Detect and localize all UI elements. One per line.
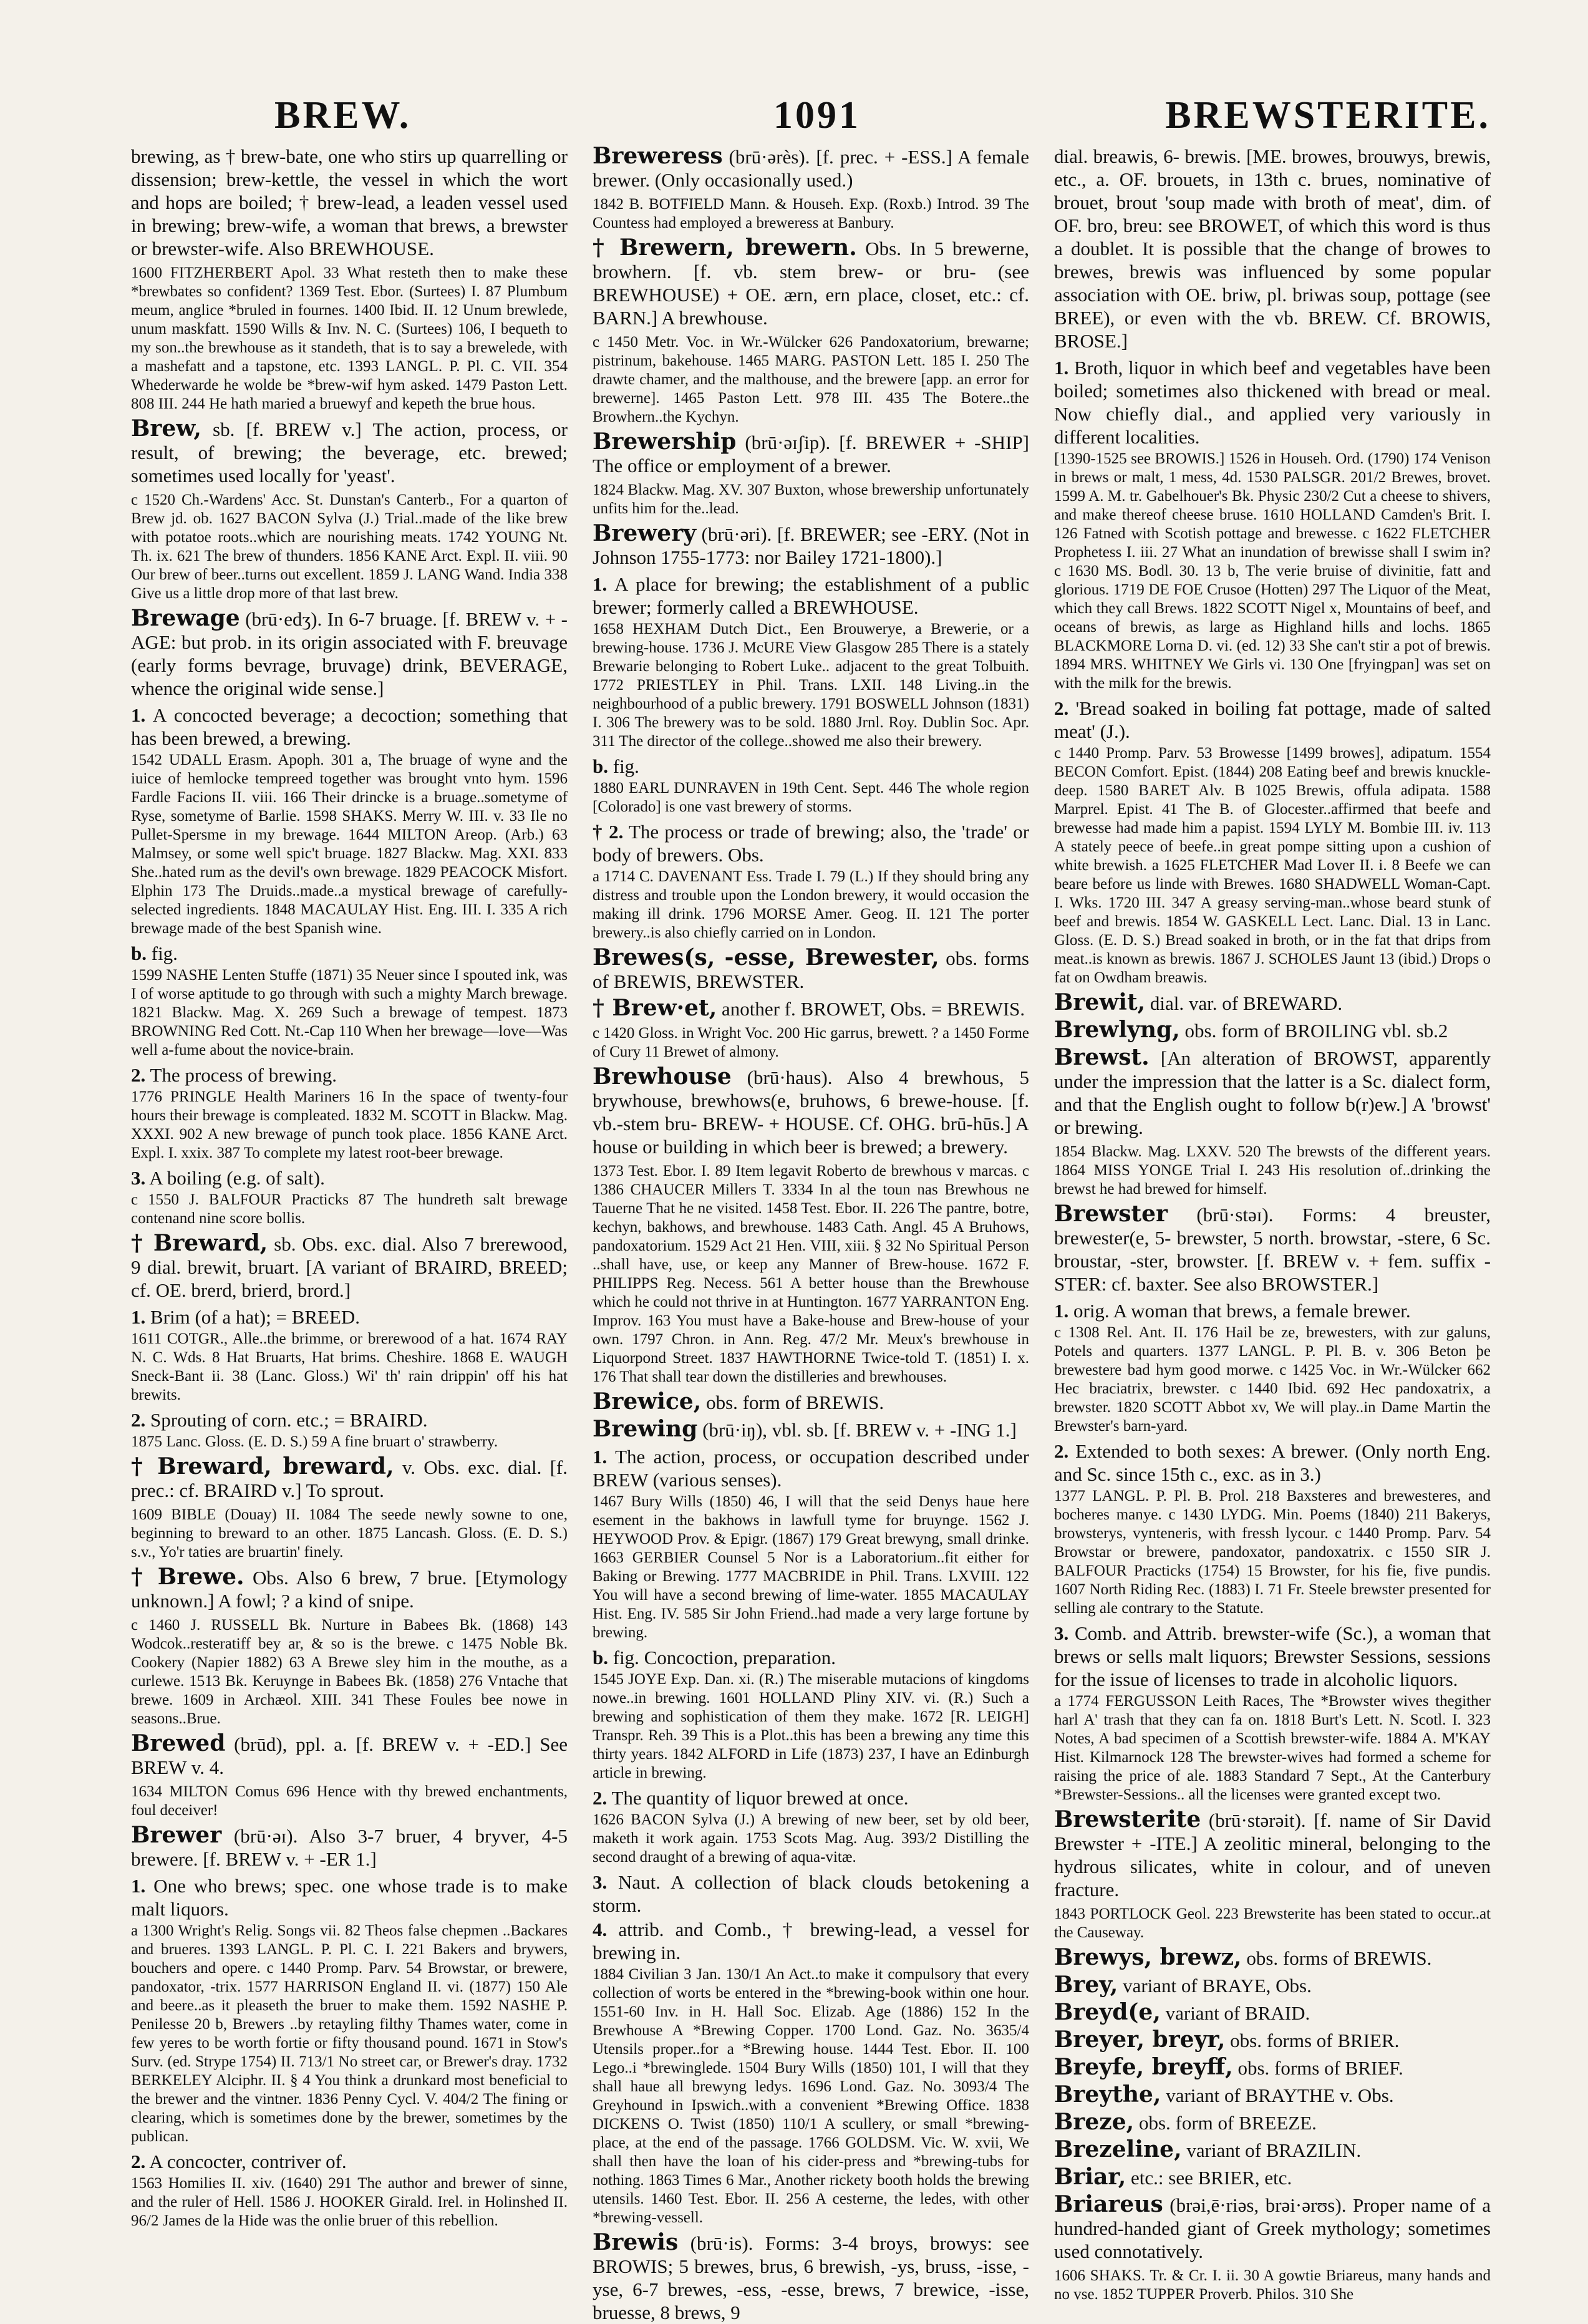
sense-text: The process or trade of brewing; also, the 'trade' or body of brewers. Obs.: [593, 821, 1030, 866]
sense-text: Brim (of a hat); = BREED.: [150, 1306, 361, 1328]
headword: † Breward,: [131, 1230, 268, 1256]
sense-text: A place for brewing; the establishment of a public brewer; formerly called a BREWHOUSE.: [593, 573, 1029, 618]
sense-number: 4.: [593, 1919, 608, 1940]
quotation-block: 1377 LANGL. P. Pl. B. Prol. 218 Baxsteres and brewesteres, and bocheres manye. c 1430 LYDG. Min. Poems (1840) 211 Bakerys, browsterys, vynteneris, with fressh lycour. c 1440 Promp. Parv. 54 Browstar or brewere, pandoxator, pandoxatrix. c 1550 SIR J. BALFOUR Practicks (1754) 15 Browster, for his fie, five pundis. 1607 North Riding Rec. (1883) I. 71 Fr. Steele brewster presented for selling ale contrary to the Statute.: [1054, 1488, 1491, 1617]
headword: Brewer: [131, 1822, 222, 1848]
quotation-block: 1634 MILTON Comus 696 Hence with thy brewed enchantments, foul deceiver!: [131, 1783, 568, 1819]
entry-definition: (brū·əɪʃip). [f. BREWER + -SHIP] The office or employment of a brewer.: [593, 432, 1030, 477]
quotation-block: 1611 COTGR., Alle..the brimme, or brerewood of a hat. 1674 RAY N. C. Wds. 8 Hat Bruarts, Hat brims. Cheshire. 1868 E. WAUGH Sneck-Bant ii. 38 (Lanc. Gloss.) Wi' th' rain drippin' off his hat brewits.: [131, 1330, 568, 1403]
quotation-block: c 1520 Ch.-Wardens' Acc. St. Dunstan's Canterb., For a quarton of Brew jd. ob. 1627 BACON Sylva (J.) Trial..made of the like brew with potatoe roots..which are nourishing meats. 1742 YOUNG Nt. Th. ix. 621 The brew of thunders. 1856 KANE Arct. Expl. II. viii. 90 Our brew of beer..turns out excellent. 1859 J. LANG Wand. India 338 Give us a little drop more of that last brew.: [131, 491, 568, 602]
headword: Brewst.: [1054, 1044, 1150, 1070]
sense-number: 3.: [593, 1871, 608, 1893]
sense-number: 1.: [1054, 357, 1069, 379]
headword: Brewage: [131, 605, 240, 631]
sense-paragraph: [131, 1874, 568, 1920]
sense-number: 1.: [1054, 1300, 1069, 1322]
dictionary-entry: [1054, 2056, 1491, 2079]
dictionary-entry: [131, 1455, 568, 1502]
running-head-left: BREW.: [274, 94, 412, 137]
headword: Brew,: [131, 415, 201, 442]
sense-text: The action, process, or occupation described under BREW (various senses).: [593, 1446, 1029, 1491]
sense-text: Naut. A collection of black clouds betokening a storm.: [593, 1871, 1030, 1916]
entry-definition: sb. [f. BREW v.] The action, process, or result, of brewing; the beverage, etc. brewed; sometimes used locally for 'yeast'.: [131, 419, 568, 487]
headword: Brewery: [593, 520, 697, 546]
quotation-block: c 1440 Promp. Parv. 53 Browesse [1499 browes], adipatum. 1554 BECON Comfort. Epist. (1844) 208 Eating beef and brewis knuckle-deep. 1580 BARET Alv. B 1025 Brewis, offula adipata. 1588 Marprel. Epist. 41 The B. of Glocester..affirmed that beefe and brewesse had made him a papist. 1594 LYLY M. Bombie III. iv. 113 A stately peece of beefe..in great pompe sitting upon a cushion of white brewish. a 1625 FLETCHER Mad Lover II. i. 8 Beefe we can beare before us linde with Brewes. 1680 SHADWELL Woman-Capt. I. Wks. 1720 III. 347 A greasy serving-man..whose beard stunk of beef and brewis. 1854 W. GASKELL Lect. Lanc. Dial. 13 in Lanc. Gloss. (E. D. S.) Bread soaked in broth, or in the fat that drips from meat..is known as brewis. 1867 J. SCHOLES Jaunt 13 (ibid.) Drops o fat on Owdham breawis.: [1054, 745, 1491, 986]
headword: Brewice,: [593, 1388, 702, 1415]
sense-paragraph: [131, 1408, 568, 1431]
sense-number: 2.: [131, 1064, 146, 1086]
sense-text: fig.: [612, 755, 639, 777]
sense-number: 1.: [131, 704, 146, 726]
entry-definition: obs. forms of BRIER.: [1230, 2030, 1400, 2051]
quotation-block: 1875 Lanc. Gloss. (E. D. S.) 59 A fine bruart o' strawberry.: [131, 1433, 498, 1450]
dictionary-entry: [131, 417, 568, 487]
sense-paragraph: [131, 2150, 568, 2173]
quotation-block: 1467 Bury Wills (1850) 46, I will that the seid Denys haue here esement in the bakhows in lawfull tyme for bruynge. 1562 J. HEYWOOD Prov. & Epigr. (1867) 179 Great brewyng, small drinke. 1663 GERBIER Counsel 5 Nor is a Laboratorium..fit either for Baking or Brewing. 1777 MACBRIDE in Phil. Trans. LXVIII. 122 You will have a second brewing of lime-water. 1855 MACAULAY Hist. Eng. IV. 585 Sir John Friend..had made a very large fortune by brewing.: [593, 1493, 1029, 1641]
sense-number: b.: [131, 942, 147, 964]
dictionary-entry: [131, 1566, 568, 1612]
quotation-block: 1606 SHAKS. Tr. & Cr. I. ii. 30 A gowtie Briareus, many hands and no vse. 1852 TUPPER Proverb. Philos. 310 She: [1054, 2267, 1491, 2303]
entry-definition: (brū·ərès). [f. prec. + -ESS.] A female brewer. (Only occasionally used.): [593, 146, 1030, 191]
sense-paragraph: [593, 1871, 1029, 1917]
quotation-block: 1545 JOYE Exp. Dan. xi. (R.) The miserable mutacions of kingdoms nowe..in brewing. 1601 HOLLAND Pliny XIV. vi. (R.) Such a brewing and sophistication of them they make. 1672 [R. LEIGH] Transpr. Reh. 39 This is a Plot..this has been a brewing any time this thirty years. 1842 ALFORD in Life (1873) 237, I have an Edinburgh article in brewing.: [593, 1671, 1029, 1781]
headword: Brezeline,: [1054, 2136, 1182, 2162]
entry-definition: variant of BRAZILIN.: [1186, 2139, 1362, 2161]
sense-number: 3.: [1054, 1622, 1069, 1644]
running-head-right: BREWSTERITE.: [1165, 94, 1491, 137]
sense-paragraph: [1054, 1440, 1491, 1486]
sense-number: 2.: [1054, 697, 1069, 719]
sense-paragraph: [593, 820, 1029, 866]
sense-number: 1.: [131, 1875, 146, 1897]
quotation-block: a 1774 FERGUSSON Leith Races, The *Browster wives thegither harl A' trash that they can fa on. 1818 Burt's Lett. N. Scotl. I. 323 Notes, A bad specimen of a Scottish brewster-wife. 1884 A. M'KAY Hist. Kilmarnock 128 The brewster-wives had formed a scheme for raising the price of ale. 1883 Standard 7 Sept., At the Canterbury *Brewster-Sessions.. all the licenses were granted except two.: [1054, 1693, 1491, 1803]
sense-number: 2.: [131, 2151, 146, 2172]
dictionary-entry: [131, 1232, 568, 1302]
entry-definition: obs. form of BREEZE.: [1138, 2112, 1317, 2134]
quotation-block: 1542 UDALL Erasm. Apoph. 301 a, The bruage of wyne and the iuice of hemlocke tempreed together was brought vnto hym. 1596 Fardle Facions II. viii. 166 Their drincke is a bruage..sometyme of Ryse, sometyme of Barlie. 1598 SHAKS. Merry W. III. v. 33 Ile no Pullet-Spersme in my brewage. 1644 MILTON Areop. (Arb.) 63 Malmsey, or some well spic't bruage. 1827 Blackw. Mag. XXI. 833 She..hated rum as the devil's own brewage. 1829 PEACOCK Misfort. Elphin 173 The Druids..made..a mystical brewage of carefully-selected ingredients. 1848 MACAULAY Hist. Eng. III. I. 335 A rich brewage made of the best Spanish wine.: [131, 752, 568, 937]
dictionary-entry: [1054, 1946, 1491, 1970]
entry-definition: variant of BRAYTHE v. Obs.: [1166, 2084, 1394, 2106]
sense-text: Broth, liquor in which beef and vegetables have been boiled; sometimes also thickened with bread or meal. Now chiefly dial., and applied very variously in different localities.: [1054, 357, 1491, 448]
sense-paragraph: [593, 1445, 1029, 1491]
dictionary-entry: [1054, 2083, 1491, 2107]
sense-text: fig.: [151, 942, 178, 964]
dictionary-entry: [1054, 2166, 1491, 2189]
quotation-block: c 1450 Metr. Voc. in Wr.-Wülcker 626 Pandoxatorium, brewarne; pistrinum, bakehouse. 1465 MARG. PASTON Lett. 185 I. 250 The drawte chamer, and the malthouse, and the brewere [app. an error for brewerne]. 1465 Paston Lett. 978 III. 435 The Botere..the Browhern..the Kychyn.: [593, 334, 1029, 425]
sense-number: b.: [593, 1647, 608, 1668]
dictionary-entry: [1054, 2111, 1491, 2134]
dictionary-entry: [1054, 2001, 1491, 2025]
dictionary-entry: [593, 430, 1029, 477]
quotation-block: 1600 FITZHERBERT Apol. 33 What resteth then to make these *brewbates so confident? 1369 Test. Ebor. (Surtees) I. 87 Plumbum meum, anglice *bruled in fournes. 1400 Ibid. II. 12 Unum brewlede, unum maskfatt. 1590 Wills & Inv. N. C. (Surtees) 106, I bequeth to my son..the brewhouse as it standeth, that is to say a brewelede, with a mashefatt and a tapstone, etc. 1393 LANGL. P. Pl. C. VII. 354 Whederwarde he wolde be *brew-wif hym asked. 1479 Paston Lett. 808 III. 244 He hath maried a bruewyf and kepeth the brue hous.: [131, 264, 568, 412]
quotation-block: 1884 Civilian 3 Jan. 130/1 An Act..to make it compulsory that every collection of worts be entered in the *brewing-book within one hour. 1551-60 Inv. in H. Hall Soc. Elizab. Age (1886) 152 In the Brewhouse A *Brewing Copper. 1700 Lond. Gaz. No. 3635/4 Utensils proper..for a *Brewing house. 1444 Test. Ebor. II. 100 Lego..i *brewinglede. 1504 Bury Wills (1850) 101, I will that they shall haue all brewyng ledys. 1696 Lond. Gaz. No. 3093/4 The Greyhound in Ipswich..with a convenient *Brewing Office. 1838 DICKENS O. Twist (1850) 110/1 A scullery, or small *brewing-place, at the end of the passage. 1766 GOLDSM. Vic. W. xvii, We shall then have the loan of his cider-press and *brewing-tubs for nothing. 1863 Times 6 Mar., Another rickety booth holds the brewing utensils. 1460 Test. Ebor. II. 256 A cesterne, the ledes, with other *brewing-vessell.: [593, 1966, 1029, 2226]
quotation-block: 1599 NASHE Lenten Stuffe (1871) 35 Neuer since I spouted ink, was I of worse aptitude to go through with such a mighty March brewage. 1821 Blackw. Mag. X. 269 Such a brewage of tempest. 1873 BROWNING Red Cott. Nt.-Cap 110 When her brewage—love—Was well a-fume about the novice-brain.: [131, 967, 568, 1058]
column-3: [1054, 145, 1491, 2303]
sense-number: 1.: [593, 1446, 608, 1468]
quotation-block: c 1420 Gloss. in Wright Voc. 200 Hic garrus, brewett. ? a 1450 Forme of Cury 11 Brewet of almony.: [593, 1025, 1029, 1060]
dictionary-entry: [593, 2231, 1029, 2324]
entry-definition: sb. Obs. exc. dial. Also 7 brerewood, 9 dial. brewit, bruart. [A variant of BRAIRD, BREED; cf. OE. brerd, brierd, brord.]: [131, 1233, 568, 1301]
dictionary-entry: [131, 607, 568, 700]
sense-text: A concocter, contriver of.: [149, 2151, 347, 2172]
sense-paragraph: [131, 704, 568, 750]
entry-definition: [An alteration of BROWST, apparently under the impression that the latter is a Sc. dialect form, and that the English ought to follow b(r)ew.] A 'browst' or brewing.: [1054, 1047, 1491, 1138]
headword: † Breward, breward,: [131, 1453, 394, 1479]
sense-text: Extended to both sexes: A brewer. (Only north Eng. and Sc. since 15th c., exc. as in 3.): [1054, 1440, 1491, 1485]
sense-text: The quantity of liquor brewed at once.: [611, 1787, 909, 1809]
sense-paragraph: [593, 1786, 1029, 1809]
sense-paragraph: [131, 1166, 568, 1189]
quotation-block: 1373 Test. Ebor. I. 89 Item legavit Roberto de brewhous v marcas. c 1386 CHAUCER Millers T. 3334 In al the toun nas Brewhous ne Tauerne That he ne visited. 1458 Test. Ebor. II. 226 The pantre, botre, kechyn, bakhows, and brewhouse. 1483 Cath. Angl. 45 A Bruhows, pandoxatorium. 1529 Act 21 Hen. VIII, xiii. § 32 No Spiritual Person ..shall have, use, or keep any Manner of Brew-house. 1672 F. PHILIPPS Reg. Necess. 561 A better house than the Brewhouse which he could not thrive in at Huntington. 1677 YARRANTON Eng. Improv. 163 You must have a Bake-house and Brew-house of your own. 1797 Chron. in Ann. Reg. 47/2 Mr. Meux's brewhouse in Liquorpond Street. 1837 HAWTHORNE Twice-told T. (1851) I. x. 176 That shall tear down the distilleries and brewhouses.: [593, 1163, 1029, 1385]
sense-text: A boiling (e.g. of salt).: [149, 1167, 325, 1189]
entry-definition: obs. forms of BRIEF.: [1237, 2057, 1403, 2079]
entry-definition: another f. BROWET, Obs. = BREWIS.: [722, 998, 1025, 1020]
entry-definition: Obs. In 5 brewerne, browhern. [f. vb. stem brew- or bru- (see BREWHOUSE) + OE. ærn, ern place, closet, etc.: cf. BARN.] A brewhouse.: [593, 238, 1030, 329]
headword: Breweress: [593, 143, 723, 169]
continued-text: brewing, as † brew-bate, one who stirs up quarrelling or dissension; brew-kettle, the vessel in which the wort and hops are boiled; † brew-lead, a leaden vessel used in brewing; brew-wife, a woman that brews, a brewster or brewster-wife. Also BREWHOUSE.: [131, 145, 568, 259]
headword: Brewsterite: [1054, 1806, 1201, 1833]
sense-number: † 2.: [593, 821, 624, 843]
headword: Brewys, brewz,: [1054, 1944, 1242, 1970]
dictionary-columns: [131, 143, 1491, 2323]
headword: Brey,: [1054, 1972, 1118, 1998]
headword: Brewership: [593, 428, 737, 455]
sense-text: attrib. and Comb., † brewing-lead, a vessel for brewing in.: [593, 1919, 1030, 1963]
sense-paragraph: [593, 1646, 1029, 1669]
dictionary-entry: [1054, 991, 1491, 1015]
column-1: [131, 145, 568, 2229]
entry-definition: (brū·stəɪ). Forms: 4 breuster, brewester(e, 5- brewster, 5 north. browstar, -stere, 6 Sc. broustar, -ster, browster. [f. BREW v. + fem. suffix -STER: cf. baxter. See also BROWSTER.]: [1054, 1204, 1491, 1295]
sense-text: fig. Concoction, preparation.: [612, 1647, 836, 1668]
page-number: 1091: [773, 94, 861, 137]
dictionary-entry: [1054, 2138, 1491, 2162]
headword: Brewing: [593, 1416, 698, 1442]
dictionary-entry: [1054, 1046, 1491, 1139]
entry-definition: (brū·haus). Also 4 brewhous, 5 brywhouse, brewhows(e, bruhows, 6 brewe-house. [f. vb.-stem bru- BREW- + HOUSE. Cf. OHG. brū-hūs.] A house or building in which beer is brewed; a brewery.: [593, 1067, 1030, 1158]
headword: † Brewe.: [131, 1564, 244, 1590]
dictionary-entry: [1054, 1203, 1491, 1295]
dictionary-entry: [593, 946, 1029, 993]
headword: Breythe,: [1054, 2081, 1161, 2108]
quotation-block: c 1308 Rel. Ant. II. 176 Hail be ze, brewesters, with zur galuns, Potels and quarters. 1377 LANGL. P. Pl. B. v. 306 Beton þe brewestere bad hym good morwe. c 1425 Voc. in Wr.-Wülcker 662 Hec braciatrix, brewster. c 1440 Ibid. 692 Hec pandoxatrix, a brewster. 1820 SCOTT Abbot xv, We will play..in Dame Martin the Brewster's barn-yard.: [1054, 1324, 1491, 1435]
entry-definition: etc.: see BRIER, etc.: [1131, 2167, 1292, 2189]
dictionary-entry: [1054, 1019, 1491, 1042]
headword: Briar,: [1054, 2164, 1126, 2190]
dictionary-entry: [1054, 1808, 1491, 1901]
sense-text: The process of brewing.: [150, 1064, 337, 1086]
sense-paragraph: [1054, 1622, 1491, 1691]
entry-definition: obs. form of BROILING vbl. sb.2: [1184, 1020, 1448, 1042]
quotation-block: 1880 EARL DUNRAVEN in 19th Cent. Sept. 446 The whole region [Colorado] is one vast brewery of storms.: [593, 780, 1029, 815]
headword: Brewes(s, -esse, Brewester,: [593, 944, 939, 971]
sense-paragraph: [593, 755, 1029, 778]
sense-text: Sprouting of corn. etc.; = BRAIRD.: [150, 1409, 428, 1431]
quotation-block: 1843 PORTLOCK Geol. 223 Brewsterite has been stated to occur..at the Causeway.: [1054, 1905, 1491, 1941]
entry-definition: obs. forms of BREWIS.: [1246, 1947, 1432, 1969]
sense-number: 3.: [131, 1167, 146, 1189]
continued-text: dial. breawis, 6- brewis. [ME. browes, brouwys, brewis, etc., a. OF. brouets, in 13th c. brues, nominative of brouet, brout 'soup made with broth of meat', dim. of OF. bro, breu: see BROWET, of which this word is thus a doublet. It is possible that the change of browes to brewes, brewis was influenced by some popular association with OE. briw, pl. briwas soup, pottage (see BREE), or even with the vb. BREW. Cf. BROWIS, BROSE.]: [1054, 145, 1491, 352]
sense-paragraph: [593, 573, 1029, 619]
sense-number: 2.: [1054, 1440, 1069, 1462]
sense-text: 'Bread soaked in boiling fat pottage, made of salted meat' (J.).: [1054, 697, 1491, 742]
entry-definition: variant of BRAID.: [1165, 2002, 1310, 2024]
sense-paragraph: [1054, 1299, 1491, 1322]
sense-paragraph: [131, 1305, 568, 1329]
entry-definition: dial. var. of BREWARD.: [1150, 992, 1343, 1014]
sense-text: orig. A woman that brews, a female brewer.: [1073, 1300, 1411, 1322]
dictionary-entry: [1054, 2193, 1491, 2263]
headword: Breyer, breyr,: [1054, 2026, 1226, 2053]
dictionary-entry: [131, 1732, 568, 1779]
quotation-block: 1609 BIBLE (Douay) II. 1084 The seede newly sowne to one, beginning to breward to an other. 1875 Lancash. Gloss. (E. D. S.) s.v., Yo'r taties are bruartin' finely.: [131, 1506, 568, 1561]
headword: Brewlyng,: [1054, 1017, 1180, 1043]
headword: † Brew·et,: [593, 995, 717, 1021]
sense-paragraph: [131, 1063, 568, 1087]
dictionary-entry: [593, 145, 1029, 191]
entry-definition: (brū·is). Forms: 3-4 broys, browys: see BROWIS; 5 brewes, brus, 6 brewish, -ys, bruss, -isse, -yse, 6-7 brewes, -ess, -esse, brews, 7 brewice, -isse, bruesse, 8 brews, 9: [593, 2232, 1029, 2323]
entry-definition: (brū·əri). [f. BREWER; see -ERY. (Not in Johnson 1755-1773: nor Bailey 1721-1800).]: [593, 523, 1030, 568]
sense-number: 1.: [131, 1306, 146, 1328]
quotation-block: 1658 HEXHAM Dutch Dict., Een Brouwerye, a Brewerie, or a brewing-house. 1736 J. McURE View Glasgow 285 There is a stately Brewarie belonging to Robert Luke.. adjacent to the great Tolbuith. 1772 PRIESTLEY in Phil. Trans. LXII. 148 Living..in the neighbourhood of a public brewery. 1791 BOSWELL Johnson (1831) I. 306 The brewery was to be sold. 1880 Jrnl. Roy. Dublin Soc. Apr. 311 The director of the college..showed me also their brewery.: [593, 621, 1029, 750]
sense-text: One who brews; spec. one whose trade is to make malt liquors.: [131, 1875, 568, 1920]
quotation-block: a 1714 C. DAVENANT Ess. Trade I. 79 (L.) If they should bring any distress and trouble upon the London brewery, it would occasion the making ill drink. 1796 MORSE Amer. Geog. II. 121 The porter brewery..is also chiefly carried on in London.: [593, 868, 1029, 941]
sense-paragraph: [593, 1918, 1029, 1964]
sense-number: b.: [593, 755, 608, 777]
headword: Breyd(e,: [1054, 1999, 1161, 2025]
headword: Brewed: [131, 1730, 226, 1756]
quotation-block: a 1300 Wright's Relig. Songs vii. 82 Theos false chepmen ..Backares and brueres. 1393 LANGL. P. Pl. C. I. 221 Bakers and brywers, bouchers and opere. c 1440 Promp. Parv. 54 Browstar, or brewere, pandoxator, -trix. 1577 HARRISON England II. vi. (1877) 150 Ale and beere..as it pleaseth the bruer to make them. 1592 NASHE P. Penilesse 20 b, Brewers ..by retayling filthy Thames water, come in few yeres to be worth fortie or fifty thousand pound. 1671 in Stow's Surv. (ed. Strype 1754) II. 713/1 No street car, or Brewer's dray. 1732 BERKELEY Alciphr. II. § 4 You think a drunkard most beneficial to the brewer and the vintner. 1836 Penny Cycl. V. 404/2 The fining or clearing, which is sometimes done by the brewer, sometimes by the publican.: [131, 1922, 568, 2145]
sense-paragraph: [131, 942, 568, 965]
sense-number: 2.: [131, 1409, 146, 1431]
sense-paragraph: [1054, 356, 1491, 448]
headword: † Brewern, brewern.: [593, 235, 857, 261]
entry-definition: Obs. Also 6 brew, 7 brue. [Etymology unknown.] A fowl; ? a kind of snipe.: [131, 1567, 568, 1612]
sense-number: 2.: [593, 1787, 608, 1809]
dictionary-entry: [593, 1418, 1029, 1441]
dictionary-entry: [1054, 2028, 1491, 2052]
sense-text: Comb. and Attrib. brewster-wife (Sc.), a woman that brews or sells malt liquors; Brewster Sessions, sessions for the issue of licenses to trade in alcoholic liquors.: [1054, 1622, 1491, 1690]
sense-number: 1.: [593, 573, 608, 595]
dictionary-entry: [131, 1824, 568, 1871]
headword: Brewhouse: [593, 1063, 732, 1090]
dictionary-entry: [1054, 1973, 1491, 1997]
entry-definition: (brəi,ē·riǝs, brəi·ǝrʊs). Proper name of a hundred-handed giant of Greek mythology; sometimes used connotatively.: [1054, 2194, 1491, 2262]
quotation-block: 1776 PRINGLE Health Mariners 16 In the space of twenty-four hours their brewage is compleated. 1832 M. SCOTT in Blackw. Mag. XXXI. 902 A new brewage of punch took place. 1856 KANE Arct. Expl. I. xxix. 387 To complete my latest root-beer brewage.: [131, 1088, 568, 1161]
sense-text: A concocted beverage; a decoction; something that has been brewed, a brewing.: [131, 704, 568, 749]
entry-definition: (brū·əɪ). Also 3-7 bruer, 4 bryver, 4-5 brewere. [f. BREW v. + -ER 1.]: [131, 1825, 568, 1870]
dictionary-entry: [593, 1390, 1029, 1414]
entry-definition: (brūd), ppl. a. [f. BREW v. + -ED.] See BREW v. 4.: [131, 1733, 568, 1778]
dictionary-entry: [593, 236, 1029, 329]
quotation-block: 1824 Blackw. Mag. XV. 307 Buxton, whose brewership unfortunately unfits him for the..lead.: [593, 482, 1029, 517]
quotation-block: 1854 Blackw. Mag. LXXV. 520 The brewsts of the different years. 1864 MISS YONGE Trial I. 243 His resolution of..drinking the brewst he had brewed for himself.: [1054, 1143, 1491, 1198]
quotation-block: c 1550 J. BALFOUR Practicks 87 The hundreth salt brewage contenand nine score bollis.: [131, 1191, 568, 1227]
entry-definition: v. Obs. exc. dial. [f. prec.: cf. BRAIRD v.] To sprout.: [131, 1456, 568, 1501]
entry-definition: obs. forms of BREWIS, BREWSTER.: [593, 947, 1029, 992]
entry-definition: variant of BRAYE, Obs.: [1123, 1975, 1312, 1997]
headword: Brewit,: [1054, 989, 1146, 1015]
sense-paragraph: [1054, 697, 1491, 743]
page-header: [131, 94, 1491, 143]
column-2: [593, 143, 1030, 2323]
entry-definition: obs. form of BREWIS.: [706, 1392, 884, 1413]
quotation-block: c 1460 J. RUSSELL Bk. Nurture in Babees Bk. (1868) 143 Wodcok..resteratiff bey ar, & so is the brewe. c 1475 Noble Bk. Cookery (Napier 1882) 63 A Brewe sley him in the mouthe, as a curlewe. 1513 Bk. Keruynge in Babees Bk. (1858) 276 Vntache that brewe. 1609 in Archæol. XIII. 341 These Foules bee nowe in seasons..Brue.: [131, 1617, 568, 1727]
entry-definition: (brū·stərəit). [f. name of Sir David Brewster + -ITE.] A zeolitic mineral, belonging to the hydrous silicates, white in colour, and of uneven fracture.: [1054, 1809, 1491, 1900]
quotation-block: [1390-1525 see BROWIS.] 1526 in Househ. Ord. (1790) 174 Venison in brews or malt, 1 mess, 4d. 1530 PALSGR. 201/2 Brewes, brovet. 1599 A. M. tr. Gabelhouer's Bk. Physic 230/2 Cut a cheese to shivers, and make thereof cheese bruse. 1610 HOLLAND Camden's Brit. I. 126 Fatned with Scotish pottage and brewesse. c 1622 FLETCHER Prophetess I. iii. 27 What an inundation of brewisse shall I swim in? c 1630 MS. Bodl. 30. 13 b, The verie bruise of divinitie, fatt and glorious. 1719 DE FOE Crusoe (Hotten) 297 The Liquor of the Meat, which they call Brews. 1822 SCOTT Nigel x, Mountains of beef, and oceans of brewis, as large as Highland hills and lochs. 1865 BLACKMORE Lorna D. vi. (ed. 12) 33 She can't stir a pot of brewis. 1894 MRS. WHITNEY We Girls vi. 130 One [fryingpan] was set on with the milk for the brewis.: [1054, 450, 1491, 692]
entry-definition: (brū·edʒ). In 6-7 bruage. [f. BREW v. + -AGE: but prob. in its origin associated with F. breuvage (early forms bevrage, bruvage) drink, BEVERAGE, whence the original wide sense.]: [131, 608, 568, 699]
headword: Breyfe, breyff,: [1054, 2054, 1233, 2080]
quotation-block: 1842 B. BOTFIELD Mann. & Househ. Exp. (Roxb.) Introd. 39 The Countess had employed a breweress at Banbury.: [593, 196, 1029, 231]
headword: Briareus: [1054, 2191, 1163, 2217]
headword: Breze,: [1054, 2109, 1135, 2135]
dictionary-entry: [593, 1065, 1029, 1158]
quotation-block: 1563 Homilies II. xiv. (1640) 291 The author and brewer of sinne, and the ruler of Hell. 1586 J. HOOKER Girald. Irel. in Holinshed II. 96/2 James de la Hide was the onlie bruer of this rebellion.: [131, 2175, 568, 2229]
headword: Brewis: [593, 2229, 679, 2255]
quotation-block: 1626 BACON Sylva (J.) A brewing of new beer, set by old beer, maketh it work again. 1753 Scots Mag. Aug. 393/2 Distilling the second draught of a brewing of aqua-vitæ.: [593, 1811, 1029, 1866]
dictionary-entry: [593, 522, 1029, 569]
headword: Brewster: [1054, 1201, 1168, 1227]
dictionary-entry: [593, 997, 1029, 1020]
entry-definition: (brū·iŋ), vbl. sb. [f. BREW v. + -ING 1.]: [702, 1419, 1017, 1441]
